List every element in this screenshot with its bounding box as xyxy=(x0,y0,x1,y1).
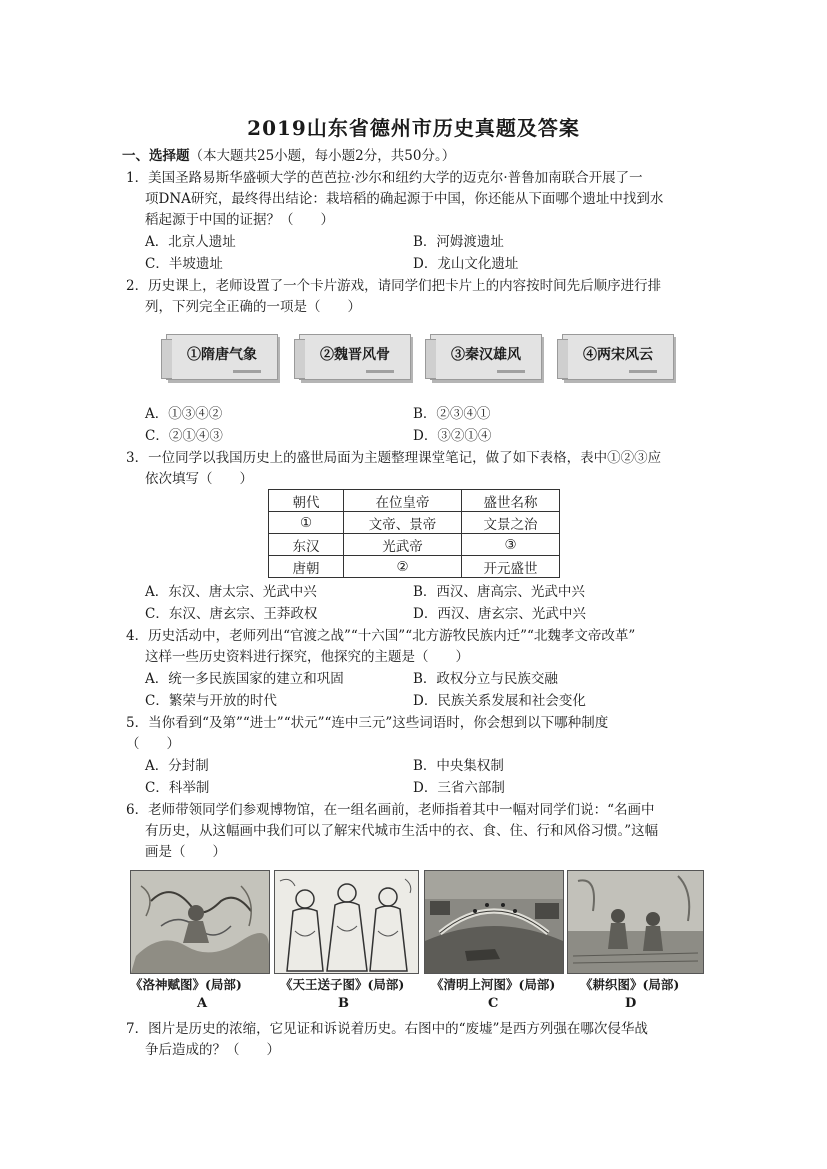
section-note: （本大题共25小题，每小题2分，共50分。） xyxy=(189,148,456,164)
table-cell: 在位皇帝 xyxy=(344,490,462,512)
q7-line-1: 7．图片是历史的浓缩，它见证和诉说着历史。右图中的“废墟”是西方列强在哪次侵华战 xyxy=(126,1021,648,1037)
painting-d-caption: 《耕织图》(局部) xyxy=(580,977,680,992)
q5-line-2: （ ） xyxy=(126,736,180,752)
card-2 xyxy=(299,334,411,380)
card-strip xyxy=(629,370,657,373)
card-strip xyxy=(497,370,525,373)
q5-option-d: D．三省六部制 xyxy=(413,780,505,796)
painting-d-image xyxy=(567,870,704,974)
q1-option-c: C．半坡遗址 xyxy=(145,256,223,272)
card-4 xyxy=(562,334,674,380)
q2-line-1: 2．历史课上，老师设置了一个卡片游戏，请同学们把卡片上的内容按时间先后顺序进行排 xyxy=(126,278,662,294)
painting-a-illustration xyxy=(131,871,269,973)
q5-line-1: 5．当你看到“及第”“进士”“状元”“连中三元”这些词语时，你会想到以下哪种制度 xyxy=(126,715,609,731)
q2-line-2: 列，下列完全正确的一项是（ ） xyxy=(145,299,361,315)
table-cell: ① xyxy=(269,512,344,534)
prosperity-table xyxy=(268,489,560,578)
section-heading: 一、选择题 xyxy=(122,148,190,164)
q2-option-d: D．③②①④ xyxy=(413,428,492,444)
card-3 xyxy=(430,334,542,380)
painting-a-letter: A xyxy=(197,996,208,1011)
q4-line-1: 4．历史活动中，老师列出“官渡之战”“十六国”“北方游牧民族内迁”“北魏孝文帝改革” xyxy=(126,628,636,644)
section-heading-line xyxy=(122,146,455,166)
table-cell: 东汉 xyxy=(269,534,344,556)
table-cell: 朝代 xyxy=(269,490,344,512)
painting-b-illustration xyxy=(275,871,418,973)
card-fold xyxy=(161,339,172,379)
table-row xyxy=(269,556,560,578)
table-cell: ③ xyxy=(462,534,560,556)
q3-line-2: 依次填写（ ） xyxy=(145,471,253,487)
painting-c-caption: 《清明上河图》(局部) xyxy=(431,977,556,992)
q4-option-b: B．政权分立与民族交融 xyxy=(413,671,558,687)
card-fold xyxy=(294,339,305,379)
q1-line-3: 稻起源于中国的证据？（ ） xyxy=(145,212,334,228)
table-cell: 文景之治 xyxy=(462,512,560,534)
painting-c-letter: C xyxy=(488,996,499,1011)
q3-option-b: B．西汉、唐高宗、光武中兴 xyxy=(413,584,585,600)
card-label: ③秦汉雄风 xyxy=(451,347,521,363)
q2-option-b: B．②③④① xyxy=(413,406,491,422)
card-label: ①隋唐气象 xyxy=(187,347,257,363)
q3-option-c: C．东汉、唐玄宗、王莽政权 xyxy=(145,606,318,622)
painting-a-image xyxy=(130,870,270,974)
table-cell: 文帝、景帝 xyxy=(344,512,462,534)
q6-line-3: 画是（ ） xyxy=(145,844,226,860)
card-strip xyxy=(233,370,261,373)
card-fold xyxy=(425,339,436,379)
card-fold xyxy=(557,339,568,379)
q5-option-c: C．科举制 xyxy=(145,780,210,796)
q5-option-b: B．中央集权制 xyxy=(413,758,504,774)
q4-option-d: D．民族关系发展和社会变化 xyxy=(413,693,586,709)
card-label: ④两宋风云 xyxy=(583,347,653,363)
q6-line-2: 有历史，从这幅画中我们可以了解宋代城市生活中的衣、食、住、行和风俗习惯。”这幅 xyxy=(145,823,659,839)
q1-option-a: A．北京人遗址 xyxy=(145,234,236,250)
table-cell: 光武帝 xyxy=(344,534,462,556)
card-label: ②魏晋风骨 xyxy=(320,347,390,363)
q3-option-d: D．西汉、唐玄宗、光武中兴 xyxy=(413,606,586,622)
q3-option-a: A．东汉、唐太宗、光武中兴 xyxy=(145,584,317,600)
q2-option-c: C．②①④③ xyxy=(145,428,223,444)
q1-option-b: B．河姆渡遗址 xyxy=(413,234,504,250)
table-cell: 唐朝 xyxy=(269,556,344,578)
q1-option-d: D．龙山文化遗址 xyxy=(413,256,519,272)
q3-line-1: 3．一位同学以我国历史上的盛世局面为主题整理课堂笔记，做了如下表格，表中①②③应 xyxy=(126,450,662,466)
q4-line-2: 这样一些历史资料进行探究，他探究的主题是（ ） xyxy=(145,649,469,665)
table-row xyxy=(269,490,560,512)
page-title: 2019山东省德州市历史真题及答案 xyxy=(247,116,580,140)
q2-option-a: A．①③④② xyxy=(145,406,223,422)
card-strip xyxy=(366,370,394,373)
q5-option-a: A．分封制 xyxy=(145,758,209,774)
table-row xyxy=(269,512,560,534)
table-cell: 开元盛世 xyxy=(462,556,560,578)
q4-option-a: A．统一多民族国家的建立和巩固 xyxy=(145,671,344,687)
painting-c-image xyxy=(424,870,564,974)
q1-line-1: 1．美国圣路易斯华盛顿大学的芭芭拉·沙尔和纽约大学的迈克尔·普鲁加南联合开展了一 xyxy=(126,170,643,186)
q6-line-1: 6．老师带领同学们参观博物馆，在一组名画前，老师指着其中一幅对同学们说：“名画中 xyxy=(126,802,655,818)
q7-line-2: 争后造成的？（ ） xyxy=(145,1042,280,1058)
painting-b-image xyxy=(274,870,419,974)
painting-d-illustration xyxy=(568,871,703,973)
painting-a-caption: 《洛神赋图》(局部) xyxy=(130,977,242,992)
painting-d-letter: D xyxy=(625,996,637,1011)
painting-b-caption: 《天王送子图》(局部) xyxy=(280,977,405,992)
painting-c-illustration xyxy=(425,871,563,973)
q1-line-2: 项DNA研究，最终得出结论：栽培稻的确起源于中国，你还能从下面哪个遗址中找到水 xyxy=(145,191,664,207)
table-row xyxy=(269,534,560,556)
table-cell: 盛世名称 xyxy=(462,490,560,512)
painting-b-letter: B xyxy=(338,996,349,1011)
q4-option-c: C．繁荣与开放的时代 xyxy=(145,693,277,709)
table-cell: ② xyxy=(344,556,462,578)
card-1 xyxy=(166,334,278,380)
